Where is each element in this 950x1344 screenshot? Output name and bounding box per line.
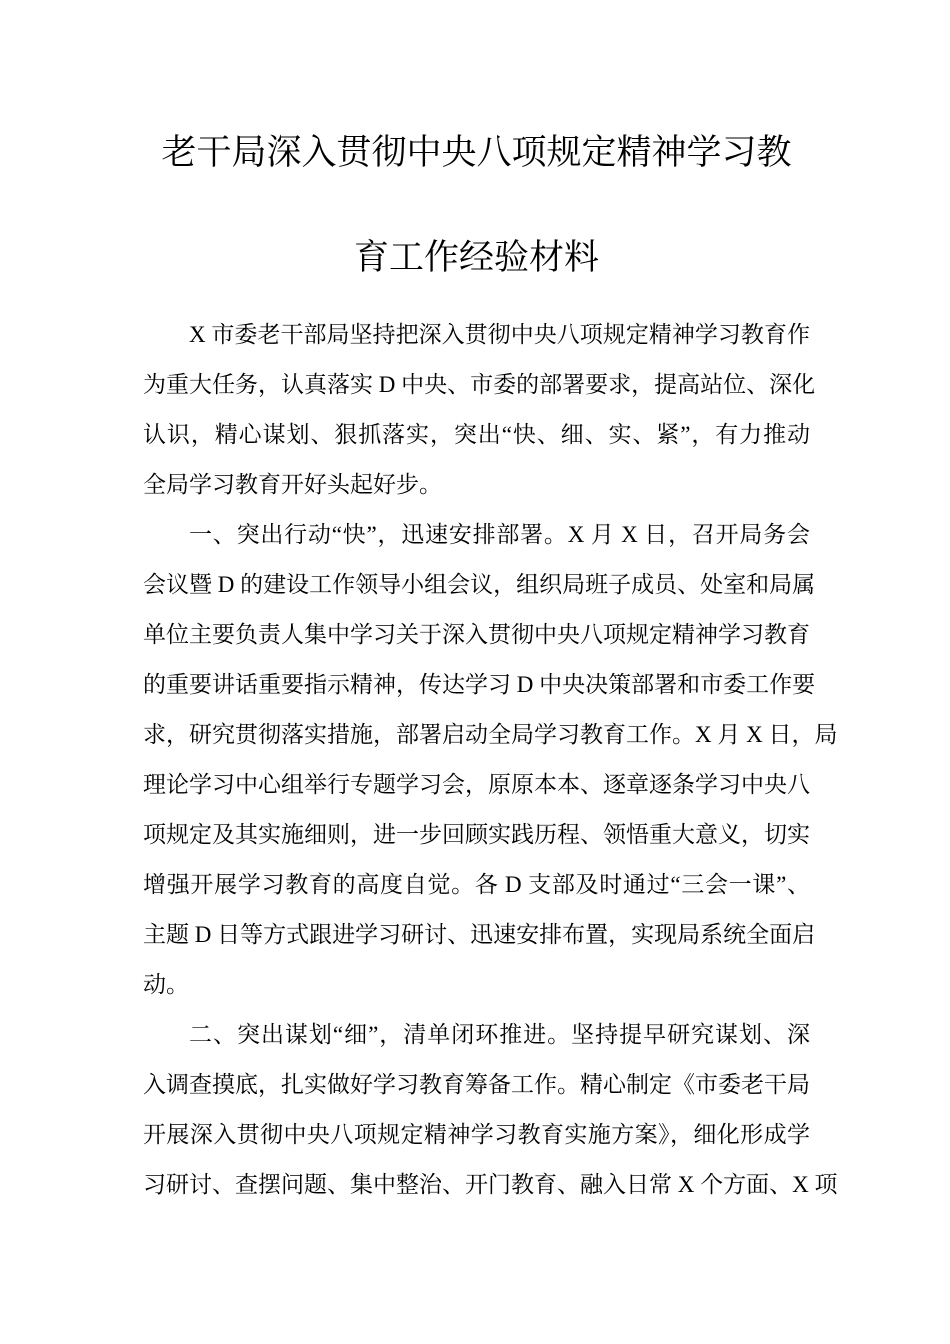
paragraph-line: 入调查摸底，扎实做好学习教育筹备工作。精心制定《市委老干局 bbox=[143, 1072, 810, 1097]
document-title-line-1: 老干局深入贯彻中央八项规定精神学习教 bbox=[161, 133, 792, 172]
paragraph-line: 会议暨 D 的建设工作领导小组会议，组织局班子成员、处室和局属 bbox=[143, 572, 816, 597]
paragraph-line: 开展深入贯彻中央八项规定精神学习教育实施方案》，细化形成学 bbox=[143, 1122, 810, 1147]
paragraph-line: 单位主要负责人集中学习关于深入贯彻中央八项规定精神学习教育 bbox=[143, 622, 810, 647]
paragraph-line: 理论学习中心组举行专题学习会，原原本本、逐章逐条学习中央八 bbox=[143, 772, 810, 797]
paragraph-line: 一、突出行动“快”，迅速安排部署。X 月 X 日，召开局务会 bbox=[189, 522, 810, 547]
paragraph-line: 求，研究贯彻落实措施，部署启动全局学习教育工作。X 月 X 日，局 bbox=[143, 722, 838, 747]
paragraph-1 bbox=[143, 310, 816, 510]
document-title bbox=[143, 0, 810, 310]
paragraph-line: X 市委老干部局坚持把深入贯彻中央八项规定精神学习教育作 bbox=[189, 322, 810, 347]
paragraph-line: 主题 D 日等方式跟进学习研讨、迅速安排布置，实现局系统全面启 bbox=[143, 922, 816, 947]
paragraph-line: 增强开展学习教育的高度自觉。各 D 支部及时通过“三会一课”、 bbox=[143, 872, 810, 897]
paragraph-line: 认识，精心谋划、狠抓落实，突出“快、细、实、紧”，有力推动 bbox=[143, 422, 810, 447]
document-body bbox=[143, 310, 838, 1210]
paragraph-line: 习研讨、查摆问题、集中整治、开门教育、融入日常 X 个方面、X 项 bbox=[143, 1172, 838, 1197]
document-title-line-2: 育工作经验材料 bbox=[353, 238, 599, 277]
paragraph-2 bbox=[143, 510, 838, 1010]
paragraph-line: 项规定及其实施细则，进一步回顾实践历程、领悟重大意义，切实 bbox=[143, 822, 810, 847]
paragraph-line: 的重要讲话重要指示精神，传达学习 D 中央决策部署和市委工作要 bbox=[143, 672, 816, 697]
paragraph-line: 为重大任务，认真落实 D 中央、市委的部署要求，提高站位、深化 bbox=[143, 372, 816, 397]
paragraph-line: 全局学习教育开好头起好步。 bbox=[143, 472, 442, 497]
paragraph-line: 动。 bbox=[143, 972, 189, 997]
paragraph-line: 二、突出谋划“细”，清单闭环推进。坚持提早研究谋划、深 bbox=[189, 1022, 810, 1047]
paragraph-3 bbox=[143, 1010, 838, 1210]
